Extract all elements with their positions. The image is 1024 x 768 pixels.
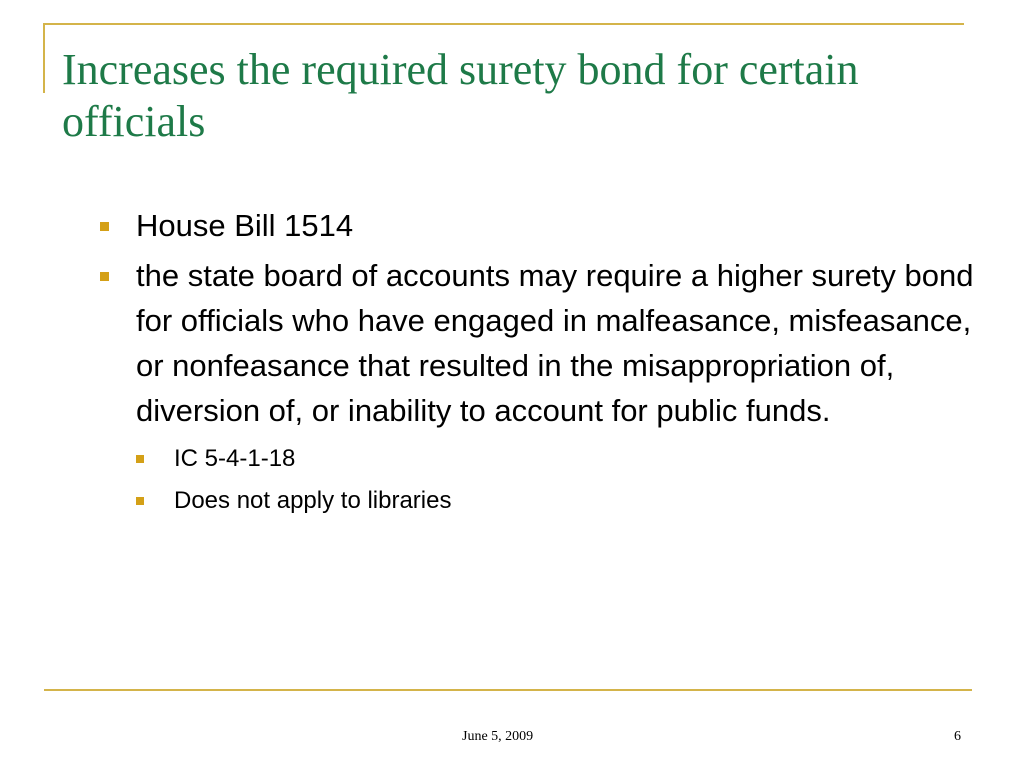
bullet-text: House Bill 1514 (136, 208, 354, 243)
page-number: 6 (954, 729, 961, 744)
title-frame-left-line (43, 23, 45, 93)
footer-divider (44, 689, 972, 691)
square-bullet-icon (100, 272, 109, 281)
bullet-item (100, 203, 980, 248)
title-frame-top-line (44, 23, 964, 25)
square-bullet-icon (136, 497, 144, 505)
footer-date: June 5, 2009 (462, 729, 534, 744)
bullet-text: the state board of accounts may require a higher surety bond for officials who have engaged in malfeasance, misfeasance, or nonfeasance that resulted in the misappropriation of, diversion of, or inability to account for public funds. (136, 258, 974, 428)
slide-body (100, 203, 980, 522)
square-bullet-icon (136, 455, 144, 463)
sub-bullet-text: Does not apply to libraries (174, 487, 452, 514)
bullet-item (100, 253, 980, 433)
sub-bullet-list (136, 438, 980, 522)
sub-bullet-item (136, 480, 980, 522)
square-bullet-icon (100, 222, 109, 231)
sub-bullet-text: IC 5-4-1-18 (174, 445, 296, 472)
sub-bullet-item (136, 438, 980, 480)
slide-title: Increases the required surety bond for certain officials (62, 45, 859, 146)
